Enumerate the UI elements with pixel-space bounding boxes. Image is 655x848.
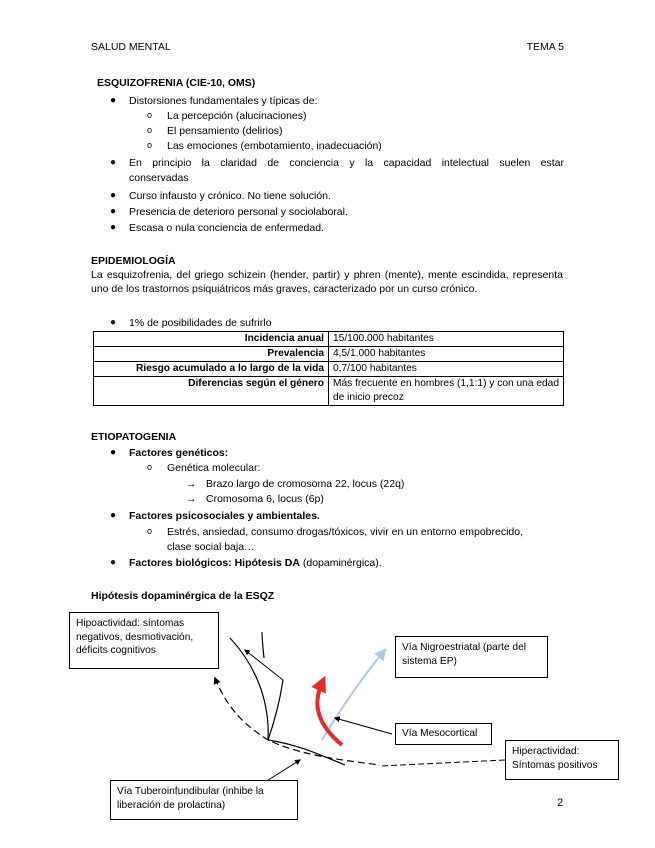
connector-line — [380, 760, 505, 766]
bullet-icon: ● — [110, 557, 117, 568]
list-item-rest: (dopaminérgica). — [299, 557, 382, 569]
bullet-icon: ● — [110, 157, 117, 168]
box-hipoactividad: Hipoactividad: síntomas negativos, desmotivación, déficits cognitivos — [69, 612, 219, 669]
connector-arrow — [265, 760, 300, 782]
sub-list-item: Genética molecular: — [167, 462, 261, 474]
epidemiologia-paragraph: La esquizofrenia, del griego schizein (hender, partir) y phren (mente), mente escindida, representa uno de los trastornos psiquiátricos más graves, caracterizado por un curso crónico. — [91, 269, 563, 295]
pathway-curve — [268, 680, 283, 740]
arrow-right-icon: → — [186, 493, 197, 505]
arrow-right-icon: → — [186, 478, 197, 490]
pathway-curve — [262, 632, 264, 658]
list-item: Factores psicosociales y ambientales. — [129, 510, 320, 522]
connector-arrow — [335, 718, 392, 734]
circle-bullet-icon: o — [147, 125, 153, 135]
table-cell-label: Diferencias según el género — [94, 377, 329, 406]
section-title-epidemiologia: EPIDEMIOLOGÍA — [91, 255, 176, 267]
section-title-esquizofrenia: ESQUIZOFRENIA (CIE-10, OMS) — [97, 77, 256, 89]
list-item: En principio la claridad de conciencia y la capacidad intelectual suelen estar — [129, 157, 564, 169]
sub-sub-list-item: Brazo largo de cromosoma 22, locus (22q) — [206, 478, 405, 490]
bullet-icon: ● — [110, 447, 117, 458]
header-right: TEMA 5 — [526, 41, 564, 53]
page-number: 2 — [557, 797, 564, 809]
bullet-icon: ● — [110, 190, 117, 201]
list-item: Distorsiones fundamentales y típicas de: — [129, 95, 318, 107]
list-item-bold-part: Factores biológicos: Hipótesis DA — [129, 557, 300, 569]
header-left: SALUD MENTAL — [91, 41, 171, 53]
bullet-icon: ● — [110, 222, 117, 233]
box-mesocortical: Vía Mesocortical — [395, 723, 492, 745]
list-item: Escasa o nula conciencia de enfermedad. — [129, 222, 324, 234]
bullet-icon: ● — [110, 206, 117, 217]
table-cell-value: 15/100.000 habitantes — [329, 332, 564, 347]
circle-bullet-icon: o — [147, 110, 153, 120]
section-title-etiopatogenia: ETIOPATOGENIA — [91, 431, 177, 443]
sub-list-item: El pensamiento (delirios) — [167, 125, 283, 137]
table-cell-value: 4,5/1.000 habitantes — [329, 347, 564, 362]
table-cell-value: 0,7/100 habitantes — [329, 362, 564, 377]
box-hiperactividad: Hiperactividad: Síntomas positivos — [505, 740, 619, 780]
table-cell-label: Incidencia anual — [94, 332, 329, 347]
list-item: Presencia de deterioro personal y sociolaboral. — [129, 206, 348, 218]
list-item: Factores genéticos: — [129, 447, 229, 459]
blue-pathway-arrow — [322, 650, 385, 740]
circle-bullet-icon: o — [147, 140, 153, 150]
list-item: Curso infausto y crónico. No tiene solución. — [129, 190, 331, 202]
table-cell-value: Más frecuente en hombres (1,1:1) y con una edad de inicio precoz — [329, 377, 564, 406]
sub-list-item: Estrés, ansiedad, consumo drogas/tóxicos, vivir en un entorno empobrecido, — [167, 526, 524, 538]
list-item: 1% de posibilidades de sufrirlo — [129, 317, 272, 329]
list-item-continued: conservadas — [129, 172, 189, 184]
table-cell-label: Prevalencia — [94, 347, 329, 362]
box-tuberoinfundibular: Vía Tuberoinfundibular (inhibe la liberación de prolactina) — [110, 780, 298, 820]
sub-list-item: La percepción (alucinaciones) — [167, 110, 307, 122]
circle-bullet-icon: o — [147, 526, 153, 536]
diagram-title: Hipótesis dopaminérgica de la ESQZ — [91, 590, 275, 602]
circle-bullet-icon: o — [147, 462, 153, 472]
bullet-icon: ● — [110, 95, 117, 106]
sub-sub-list-item: Cromosoma 6, locus (6p) — [206, 493, 324, 505]
bullet-icon: ● — [110, 317, 117, 328]
box-nigroestriatal: Vía Nigroestriatal (parte del sistema EP) — [395, 636, 548, 678]
bullet-icon: ● — [110, 510, 117, 521]
pathway-curve — [215, 678, 380, 765]
table-cell-label: Riesgo acumulado a lo largo de la vida — [94, 362, 329, 377]
sub-list-item-continued: clase social baja… — [167, 541, 255, 553]
sub-list-item: Las emociones (embotamiento, inadecuación) — [167, 140, 382, 152]
